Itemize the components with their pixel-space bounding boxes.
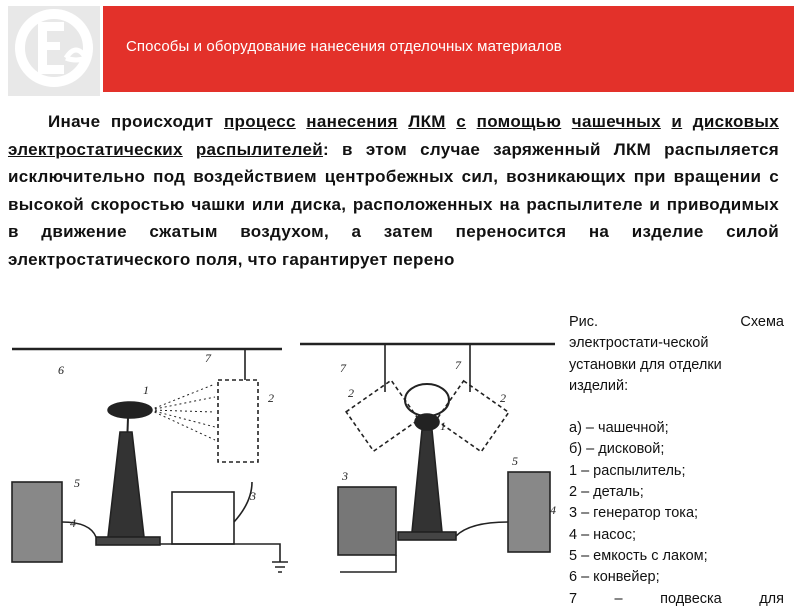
caption-last-part: – xyxy=(614,590,623,607)
caption-line: изделий: xyxy=(569,377,629,394)
caption-item: б) – дисковой; xyxy=(569,441,665,458)
caption-item: 5 – емкость с лаком; xyxy=(569,547,708,564)
caption-head-right: Схема xyxy=(740,314,784,330)
caption-item-last xyxy=(569,589,784,610)
tank-b xyxy=(508,472,550,552)
space xyxy=(561,112,572,131)
disk-b xyxy=(405,384,449,416)
underlined-term: и xyxy=(671,112,683,131)
logo xyxy=(8,6,100,96)
ground-a xyxy=(272,562,288,572)
slide-header xyxy=(0,0,794,98)
space xyxy=(183,140,196,159)
label-a-1: 1 xyxy=(143,383,149,397)
space xyxy=(661,112,672,131)
stand-a-body xyxy=(108,432,144,537)
label-a-6: 6 xyxy=(58,363,64,377)
page-title: Способы и оборудование нанесения отделочных материалов xyxy=(126,38,562,55)
label-b-2b: 2 xyxy=(500,391,506,405)
installation-diagram xyxy=(0,322,565,595)
label-b-4: 4 xyxy=(550,503,556,517)
base-b xyxy=(398,532,456,540)
body-paragraph xyxy=(8,108,779,273)
stand-b-body xyxy=(412,430,442,532)
label-a-2: 2 xyxy=(268,391,274,405)
space xyxy=(682,112,693,131)
label-b-7: 7 xyxy=(340,361,346,375)
logo-mark-icon xyxy=(8,6,100,96)
underlined-term: распылителей xyxy=(195,139,324,159)
spray-cone xyxy=(150,384,215,440)
scheme-b xyxy=(300,344,556,572)
part-b2 xyxy=(436,381,509,452)
underlined-term: нанесения xyxy=(306,112,398,131)
scheme-a xyxy=(12,349,288,572)
base-a xyxy=(96,537,160,545)
caption-item: 6 – конвейер; xyxy=(569,569,660,586)
generator-b xyxy=(338,487,396,555)
caption-item: а) – чашечной; xyxy=(569,420,669,437)
sprayer-a xyxy=(108,402,152,418)
figure-electrostatic-installation xyxy=(0,322,565,595)
underlined-term: помощью xyxy=(476,112,562,131)
label-a-5: 5 xyxy=(74,476,80,490)
sprayer-b xyxy=(415,414,439,430)
space xyxy=(398,112,409,131)
space xyxy=(446,112,457,131)
caption-item: 1 – распылитель; xyxy=(569,462,686,479)
caption-last-part: для xyxy=(759,590,784,607)
label-a-7: 7 xyxy=(205,351,211,365)
label-b-7b: 7 xyxy=(455,358,461,372)
label-b-1: 1 xyxy=(440,419,446,433)
caption-item: 4 – насос; xyxy=(569,526,637,543)
label-b-2: 2 xyxy=(348,386,354,400)
label-a-3: 3 xyxy=(250,489,256,503)
generator-a xyxy=(172,492,234,544)
caption-head-left: Рис. xyxy=(569,314,599,330)
wires-a xyxy=(62,482,280,562)
tank-a xyxy=(12,482,62,562)
label-a-4: 4 xyxy=(70,516,76,530)
underlined-term: с xyxy=(456,112,467,131)
space xyxy=(296,112,307,131)
caption-item: 3 – генератор тока; xyxy=(569,505,699,522)
underlined-term: процесс xyxy=(223,112,296,131)
label-b-5: 5 xyxy=(512,454,518,468)
caption-last-part: подвеска xyxy=(660,590,722,607)
caption-last-part: 7 xyxy=(569,590,578,607)
underlined-term: дисковых xyxy=(692,112,779,131)
caption-line: электростати-ческой xyxy=(569,335,709,352)
text-run: : в этом случае заряженный ЛКМ распыляется исключительно под воздействием центробежных сил, возникающих при вращении с высокой скоростью чашки или диска, расположенных на распылителе и приводимых в движение сжатым воздухом, а затем переносится на изделие силой электростатического поля, что гарантирует перено xyxy=(8,139,779,269)
caption-gap xyxy=(569,397,784,418)
part-a xyxy=(218,380,258,462)
underlined-term: электростатических xyxy=(8,139,183,159)
underlined-term: ЛКМ xyxy=(408,112,446,131)
label-b-3: 3 xyxy=(342,469,348,483)
figure-caption xyxy=(569,312,784,610)
caption-line: установки для отделки xyxy=(569,356,722,373)
space xyxy=(466,112,477,131)
underlined-term: чашечных xyxy=(571,112,661,131)
text-run: Иначе происходит xyxy=(48,112,224,131)
caption-item: 2 – деталь; xyxy=(569,484,644,501)
caption-heading xyxy=(569,312,784,333)
